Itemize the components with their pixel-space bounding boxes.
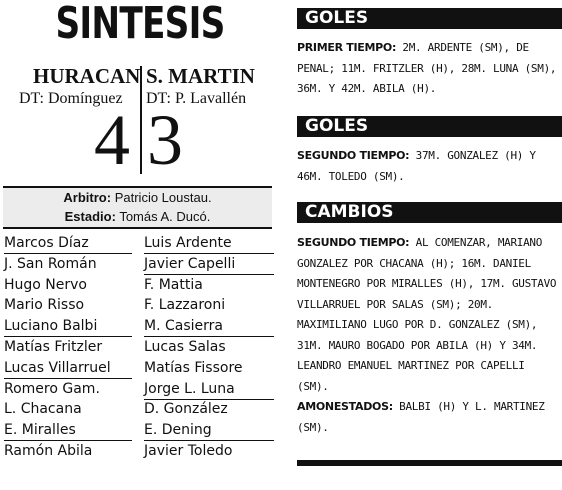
referee-line xyxy=(3,188,272,207)
away-player: F. Mattia xyxy=(144,276,203,293)
officials-box xyxy=(3,186,272,229)
cambios-body: AL COMENZAR, MARIANO GONZALEZ POR CHACANA (H); 16M. DANIEL MONTENEGRO POR MIRALLES (H), 17M. GUSTAVO VILLARRUEL POR SALAS (SM); 20M. MAXIMILIANO LUGO POR D. GONZALEZ (SM), 31M. MAURO BOGADO POR ABILA (H) Y 34M. LEANDRO EMANUEL MARTINEZ POR CAPELLI (SM). xyxy=(297,236,557,393)
home-player: Marcos Díaz xyxy=(4,233,132,254)
away-player: Lucas Salas xyxy=(144,338,226,355)
stadium-label: Estadio: xyxy=(64,209,116,224)
lineup-row xyxy=(4,379,274,400)
bottom-rule xyxy=(297,460,562,466)
home-coach: DT: Domínguez xyxy=(19,90,123,107)
stadium-name: Tomás A. Ducó. xyxy=(119,209,211,224)
away-team-name: S. MARTIN xyxy=(146,64,255,88)
home-player: Matías Fritzler xyxy=(4,338,103,355)
goles-first-heading: GOLES xyxy=(297,8,562,29)
lineup-row xyxy=(4,399,274,420)
home-player: Romero Gam. xyxy=(4,380,100,397)
match-details xyxy=(297,0,562,490)
score-divider xyxy=(140,66,142,174)
lineup-row xyxy=(4,275,274,296)
home-player: Lucas Villarruel xyxy=(4,358,132,379)
home-player: Ramón Abila xyxy=(4,442,93,459)
away-coach: DT: P. Lavallén xyxy=(146,90,247,107)
referee-label: Arbitro: xyxy=(63,190,112,205)
lineup-row xyxy=(4,295,274,316)
lineup-row xyxy=(4,316,274,337)
goles-first-text xyxy=(297,38,562,100)
lineups xyxy=(4,233,274,462)
home-player: Hugo Nervo xyxy=(4,276,87,293)
home-team-name: HURACAN xyxy=(33,64,141,88)
away-player: D. González xyxy=(144,401,228,418)
goles-second-text xyxy=(297,146,562,187)
page-title: SINTESIS xyxy=(55,0,225,49)
home-player: L. Chacana xyxy=(4,401,82,418)
lineup-row xyxy=(4,233,274,254)
home-player: Luciano Balbi xyxy=(4,316,132,337)
away-player: F. Lazzaroni xyxy=(144,297,226,314)
away-player: Javier Capelli xyxy=(144,254,274,275)
goles-second-body: 37M. GONZALEZ (H) Y 46M. TOLEDO (SM). xyxy=(297,149,536,183)
stadium-line xyxy=(3,207,272,226)
away-player: Jorge L. Luna xyxy=(144,379,274,400)
amonestados-body: BALBI (H) Y L. MARTINEZ (SM). xyxy=(297,400,545,434)
goles-second-heading: GOLES xyxy=(297,116,562,137)
goles-first-label: PRIMER TIEMPO: xyxy=(297,41,397,54)
referee-name: Patricio Loustau. xyxy=(114,190,212,205)
away-player: Javier Toledo xyxy=(144,442,233,459)
lineup-row xyxy=(4,358,274,379)
away-player: Matías Fissore xyxy=(144,359,243,376)
home-player: J. San Román xyxy=(4,255,97,272)
cambios-text xyxy=(297,233,562,438)
away-player: Luis Ardente xyxy=(144,233,274,254)
home-score: 4 xyxy=(94,100,130,180)
cambios-label: SEGUNDO TIEMPO: xyxy=(297,236,410,249)
away-player: E. Dening xyxy=(144,420,274,441)
goles-second-label: SEGUNDO TIEMPO: xyxy=(297,149,410,162)
lineup-row xyxy=(4,337,274,358)
home-player: Mario Risso xyxy=(4,297,85,314)
match-summary xyxy=(0,0,280,490)
goles-first-body: 2M. ARDENTE (SM), DE PENAL; 11M. FRITZLER (H), 28M. LUNA (SM), 36M. Y 42M. ABILA (H). xyxy=(297,41,557,95)
amonestados-label: AMONESTADOS: xyxy=(297,400,393,413)
home-player: E. Miralles xyxy=(4,420,132,441)
away-player: M. Casierra xyxy=(144,316,274,337)
away-score: 3 xyxy=(147,100,183,180)
lineup-row xyxy=(4,420,274,441)
cambios-heading: CAMBIOS xyxy=(297,202,562,223)
lineup-row xyxy=(4,441,274,462)
lineup-row xyxy=(4,254,274,275)
